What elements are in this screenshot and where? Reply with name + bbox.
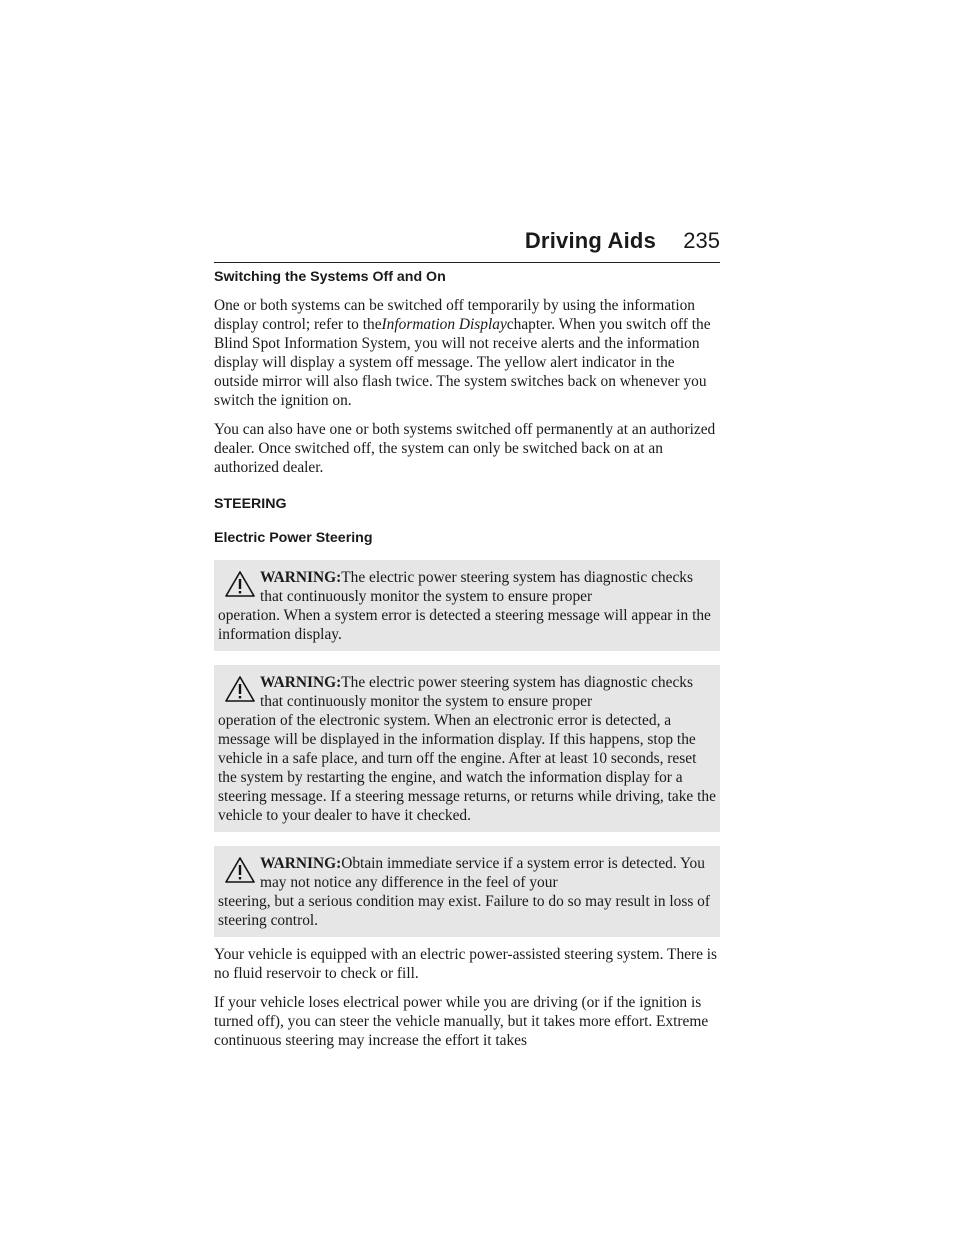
- text-span: chapter. When you switch off the Blind Spot Information System, you will not receive alerts and the information display will display a system off message. The yellow alert indicator in the outside mirror will also flash twice. The system switches back on whenever you switch the ignition on.: [214, 316, 711, 409]
- section-heading-steering: STEERING: [214, 496, 287, 512]
- warning-first-lines: [218, 568, 716, 606]
- warning-triangle-icon: [224, 675, 256, 703]
- warning-first-lines: [218, 673, 716, 711]
- page-content: [214, 268, 720, 1060]
- page-header: [214, 228, 720, 263]
- warning-box: [214, 665, 720, 832]
- warning-label: WARNING:: [260, 855, 342, 872]
- paragraph-switch-off-permanently: You can also have one or both systems switched off permanently at an authorized dealer. Once switched off, the system can only be switched back on at an authorized dealer.: [214, 421, 716, 476]
- warning-first-lines: [218, 854, 716, 892]
- warning-label: WARNING:: [260, 569, 342, 586]
- warning-rest-text: operation of the electronic system. When an electronic error is detected, a message will be displayed in the information display. If this happens, stop the vehicle in a safe place, and turn off the engine. After at least 10 seconds, reset the system by restarting the engine, and watch the information display for a steering message. If a steering message returns, or returns while driving, take the vehicle to your dealer to have it checked.: [218, 712, 716, 824]
- paragraph-eps-description: Your vehicle is equipped with an electric power-assisted steering system. There is no fluid reservoir to check or fill.: [214, 946, 718, 982]
- text-span: One or both systems can be switched off temporarily by using the information display control; refer to the: [214, 297, 696, 333]
- warning-rest-text: steering, but a serious condition may exist. Failure to do so may result in loss of steering control.: [218, 893, 711, 929]
- warning-triangle-icon: [224, 570, 256, 598]
- paragraph-switch-off-temporarily: [214, 296, 720, 410]
- warning-box: [214, 560, 720, 651]
- warning-text: The electric power steering system has diagnostic checks that continuously monitor the system to ensure proper: [260, 674, 693, 710]
- warning-label: WARNING:: [260, 674, 342, 691]
- warning-text: The electric power steering system has diagnostic checks that continuously monitor the system to ensure proper: [260, 569, 693, 605]
- warning-triangle-icon: [224, 856, 256, 884]
- warning-text: Obtain immediate service if a system error is detected. You may not notice any difference in the feel of your: [260, 855, 705, 891]
- paragraph-power-loss: If your vehicle loses electrical power while you are driving (or if the ignition is turned off), you can steer the vehicle manually, but it takes more effort. Extreme continuous steering may increase the effort it takes: [214, 994, 709, 1049]
- section-heading-switching: Switching the Systems Off and On: [214, 269, 446, 285]
- subsection-heading-eps: Electric Power Steering: [214, 530, 373, 546]
- chapter-reference-link[interactable]: Information Display: [381, 316, 507, 333]
- page-number: 235: [683, 228, 720, 253]
- chapter-title: Driving Aids: [524, 228, 656, 253]
- warning-rest-text: operation. When a system error is detected a steering message will appear in the information display.: [218, 607, 711, 643]
- warning-box: [214, 846, 720, 937]
